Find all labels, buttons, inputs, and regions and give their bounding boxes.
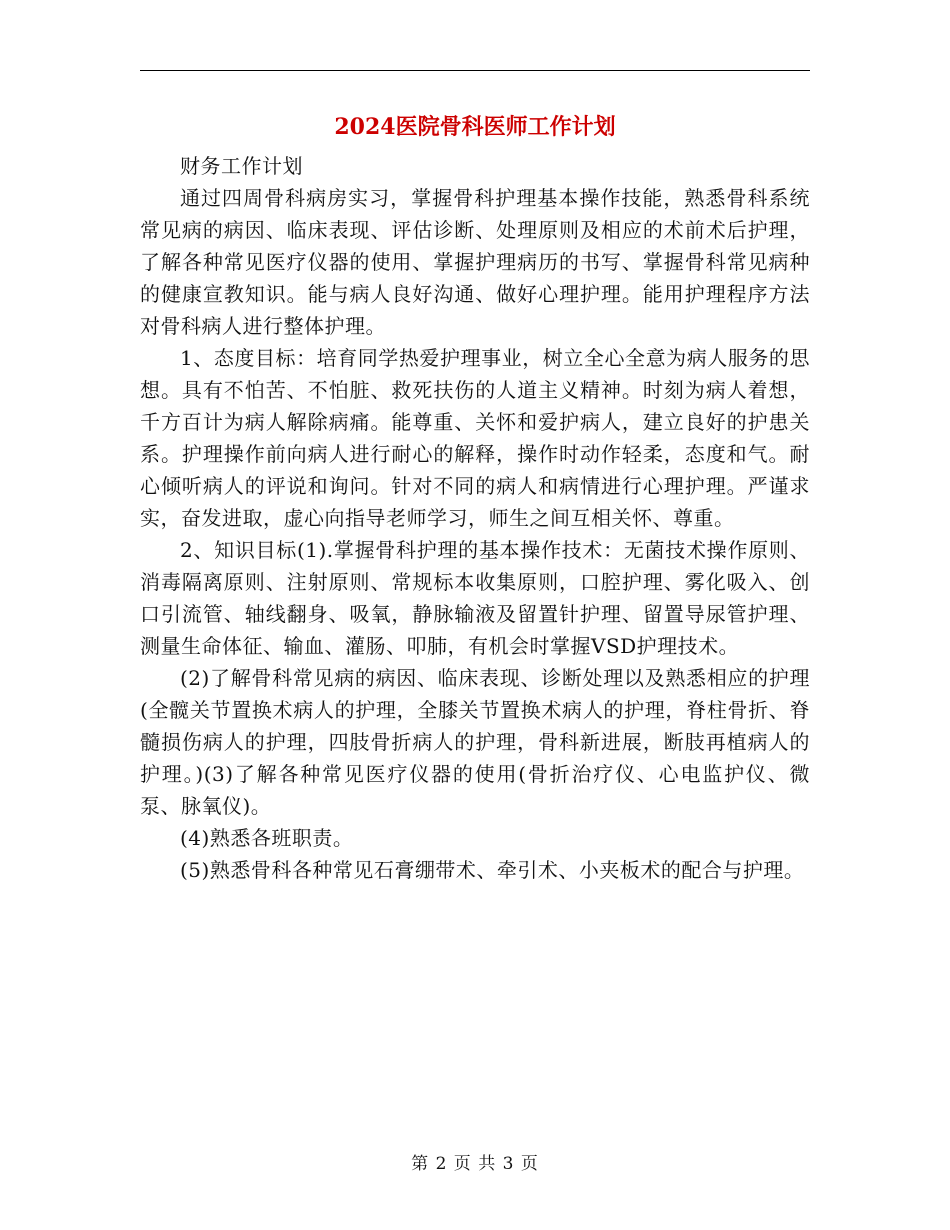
document-title: 2024医院骨科医师工作计划	[334, 114, 616, 140]
document-body	[140, 150, 810, 886]
paragraph-subtitle: 财务工作计划	[180, 154, 303, 178]
paragraph-intro: 通过四周骨科病房实习，掌握骨科护理基本操作技能，熟悉骨科系统常见病的病因、临床表现、评估诊断、处理原则及相应的术前术后护理，了解各种常见医疗仪器的使用、掌握护理病历的书写、掌握骨科常见病种的健康宣教知识。能与病人良好沟通、做好心理护理。能用护理程序方法对骨科病人进行整体护理。	[140, 186, 810, 338]
page-number-footer: 第 2 页 共 3 页	[411, 1154, 539, 1174]
paragraph-knowledge-goal: 2、知识目标(1).掌握骨科护理的基本操作技术：无菌技术操作原则、消毒隔离原则、注射原则、常规标本收集原则，口腔护理、雾化吸入、创口引流管、轴线翻身、吸氧，静脉输液及留置针护理、留置导尿管护理、测量生命体征、输血、灌肠、叩肺，有机会时掌握VSD护理技术。	[140, 538, 810, 658]
paragraph-common-diseases: (2)了解骨科常见病的病因、临床表现、诊断处理以及熟悉相应的护理(全髋关节置换术病人的护理，全膝关节置换术病人的护理，脊柱骨折、脊髓损伤病人的护理，四肢骨折病人的护理，骨科新进展，断肢再植病人的护理。)(3)了解各种常见医疗仪器的使用(骨折治疗仪、心电监护仪、微泵、脉氧仪)。	[140, 666, 810, 818]
header-rule	[140, 70, 810, 71]
paragraph-plaster-traction: (5)熟悉骨科各种常见石膏绷带术、牵引术、小夹板术的配合与护理。	[180, 858, 805, 882]
paragraph-shift-duties: (4)熟悉各班职责。	[180, 826, 354, 850]
paragraph-attitude-goal: 1、态度目标：培育同学热爱护理事业，树立全心全意为病人服务的思想。具有不怕苦、不怕脏、救死扶伤的人道主义精神。时刻为病人着想，千方百计为病人解除病痛。能尊重、关怀和爱护病人，建立良好的护患关系。护理操作前向病人进行耐心的解释，操作时动作轻柔，态度和气。耐心倾听病人的评说和询问。针对不同的病人和病情进行心理护理。严谨求实，奋发进取，虚心向指导老师学习，师生之间互相关怀、尊重。	[140, 346, 810, 530]
